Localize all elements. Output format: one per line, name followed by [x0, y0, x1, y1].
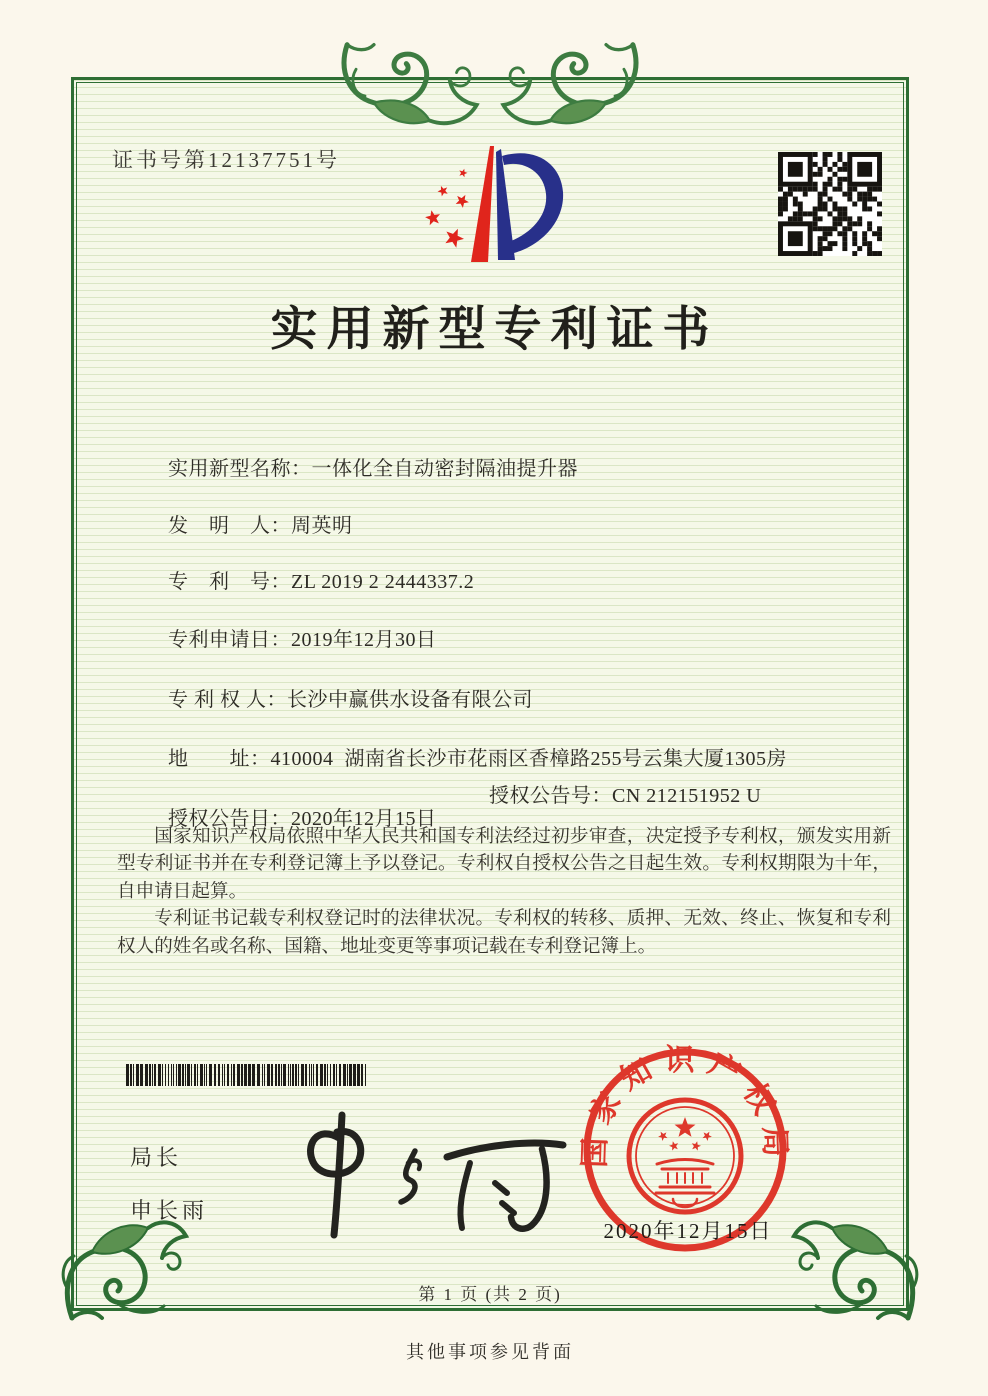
cnipa-logo — [420, 144, 565, 276]
field-value: ZL 2019 2 2444337.2 — [291, 571, 475, 593]
field-value: 周英明 — [291, 515, 353, 537]
field-label: 专 利 号： — [168, 571, 291, 593]
certificate — [71, 77, 909, 1311]
qr-code — [778, 152, 882, 256]
body-paragraph-1: 国家知识产权局依照中华人民共和国专利法经过初步审查，决定授予专利权，颁发实用新型专利证书并在专利登记簿上予以登记。专利权自授权公告之日起生效。专利权期限为十年，自申请日起算。 — [117, 826, 891, 902]
seal-national-emblem — [629, 1100, 741, 1212]
field-value: CN 212151952 U — [612, 785, 762, 807]
field-label: 专利申请日： — [168, 629, 291, 651]
field-value: 410004 湖南省长沙市花雨区香樟路255号云集大厦1305房 — [270, 748, 787, 770]
certificate-title: 实用新型专利证书 — [270, 304, 719, 356]
page-number: 第 1 页 (共 2 页) — [418, 1285, 562, 1304]
field-label: 专 利 权 人： — [168, 689, 287, 711]
body-paragraph-2: 专利证书记载专利权登记时的法律状况。专利权的转移、质押、无效、终止、恢复和专利权人的姓名或名称、国籍、地址变更等事项记载在专利登记簿上。 — [117, 908, 891, 957]
field-label: 授权公告日： — [168, 808, 291, 830]
commissioner-name: 申长雨 — [130, 1198, 209, 1223]
field-value: 长沙中赢供水设备有限公司 — [287, 689, 533, 711]
legal-text — [117, 823, 891, 960]
field-value: 2020年12月15日 — [291, 808, 437, 830]
field-value: 2019年12月30日 — [291, 629, 437, 651]
field-label: 地 址： — [168, 748, 271, 770]
commissioner-title: 局长 — [130, 1145, 183, 1170]
field-label: 实用新型名称： — [168, 458, 312, 480]
back-note: 其他事项参见背面 — [406, 1342, 574, 1362]
field-value: 一体化全自动密封隔油提升器 — [311, 458, 578, 480]
barcode — [126, 1064, 372, 1086]
seal-date: 2020年12月15日 — [603, 1219, 773, 1243]
certificate-number: 证书号第12137751号 — [112, 148, 340, 172]
field-label: 发 明 人： — [168, 515, 291, 537]
seal-text: 国家知识产权局 — [578, 1043, 792, 1169]
field-label: 授权公告号： — [489, 785, 612, 807]
commissioner-signature — [279, 1105, 579, 1245]
field-grant-number — [489, 779, 761, 808]
